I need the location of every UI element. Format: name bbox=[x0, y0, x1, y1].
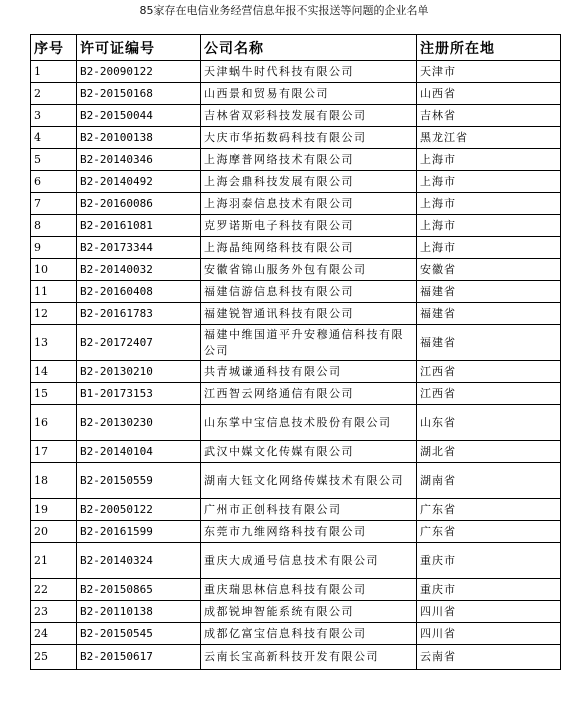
cell-registered-location: 福建省 bbox=[417, 281, 561, 303]
company-list-table bbox=[30, 34, 561, 670]
cell-company-name: 江西智云网络通信有限公司 bbox=[201, 383, 417, 405]
cell-registered-location: 重庆市 bbox=[417, 543, 561, 579]
cell-serial-number: 16 bbox=[31, 405, 77, 441]
cell-registered-location: 安徽省 bbox=[417, 259, 561, 281]
cell-company-name: 武汉中媒文化传媒有限公司 bbox=[201, 441, 417, 463]
cell-company-name: 山东掌中宝信息技术股份有限公司 bbox=[201, 405, 417, 441]
cell-serial-number: 21 bbox=[31, 543, 77, 579]
cell-serial-number: 12 bbox=[31, 303, 77, 325]
table-row bbox=[31, 237, 561, 259]
cell-company-name: 重庆瑞思林信息科技有限公司 bbox=[201, 579, 417, 601]
cell-serial-number: 5 bbox=[31, 149, 77, 171]
cell-serial-number: 24 bbox=[31, 623, 77, 645]
cell-serial-number: 22 bbox=[31, 579, 77, 601]
cell-serial-number: 9 bbox=[31, 237, 77, 259]
cell-registered-location: 吉林省 bbox=[417, 105, 561, 127]
cell-registered-location: 湖北省 bbox=[417, 441, 561, 463]
table-row bbox=[31, 325, 561, 361]
cell-serial-number: 11 bbox=[31, 281, 77, 303]
cell-serial-number: 19 bbox=[31, 499, 77, 521]
table-row bbox=[31, 193, 561, 215]
cell-company-name: 吉林省双彩科技发展有限公司 bbox=[201, 105, 417, 127]
table-row bbox=[31, 61, 561, 83]
cell-registered-location: 重庆市 bbox=[417, 579, 561, 601]
cell-serial-number: 8 bbox=[31, 215, 77, 237]
cell-license-number: B2-20161599 bbox=[77, 521, 201, 543]
cell-registered-location: 广东省 bbox=[417, 521, 561, 543]
cell-registered-location: 天津市 bbox=[417, 61, 561, 83]
cell-license-number: B2-20161081 bbox=[77, 215, 201, 237]
cell-company-name: 广州市正创科技有限公司 bbox=[201, 499, 417, 521]
cell-license-number: B2-20173344 bbox=[77, 237, 201, 259]
cell-license-number: B2-20150168 bbox=[77, 83, 201, 105]
cell-license-number: B2-20161783 bbox=[77, 303, 201, 325]
cell-serial-number: 18 bbox=[31, 463, 77, 499]
table-row bbox=[31, 171, 561, 193]
table-row bbox=[31, 463, 561, 499]
cell-serial-number: 3 bbox=[31, 105, 77, 127]
header-company-name: 公司名称 bbox=[201, 35, 417, 61]
table-row bbox=[31, 521, 561, 543]
cell-serial-number: 4 bbox=[31, 127, 77, 149]
table-row bbox=[31, 361, 561, 383]
cell-company-name: 上海摩普网络技术有限公司 bbox=[201, 149, 417, 171]
table-row bbox=[31, 259, 561, 281]
table-row bbox=[31, 105, 561, 127]
cell-license-number: B2-20050122 bbox=[77, 499, 201, 521]
table-row bbox=[31, 405, 561, 441]
cell-registered-location: 福建省 bbox=[417, 325, 561, 361]
cell-registered-location: 山东省 bbox=[417, 405, 561, 441]
cell-license-number: B2-20150559 bbox=[77, 463, 201, 499]
cell-registered-location: 黑龙江省 bbox=[417, 127, 561, 149]
cell-license-number: B1-20173153 bbox=[77, 383, 201, 405]
cell-company-name: 成都锐坤智能系统有限公司 bbox=[201, 601, 417, 623]
cell-license-number: B2-20140492 bbox=[77, 171, 201, 193]
cell-license-number: B2-20150865 bbox=[77, 579, 201, 601]
cell-registered-location: 四川省 bbox=[417, 601, 561, 623]
cell-license-number: B2-20160408 bbox=[77, 281, 201, 303]
table-row bbox=[31, 281, 561, 303]
cell-company-name: 共青城谦通科技有限公司 bbox=[201, 361, 417, 383]
header-license-number: 许可证编号 bbox=[77, 35, 201, 61]
cell-license-number: B2-20140104 bbox=[77, 441, 201, 463]
cell-company-name: 上海羽泰信息技术有限公司 bbox=[201, 193, 417, 215]
cell-registered-location: 广东省 bbox=[417, 499, 561, 521]
table-row bbox=[31, 127, 561, 149]
cell-company-name: 湖南大钰文化网络传媒技术有限公司 bbox=[201, 463, 417, 499]
cell-company-name: 上海晶纯网络科技有限公司 bbox=[201, 237, 417, 259]
cell-serial-number: 6 bbox=[31, 171, 77, 193]
table-row bbox=[31, 83, 561, 105]
cell-company-name: 安徽省锦山服务外包有限公司 bbox=[201, 259, 417, 281]
cell-serial-number: 17 bbox=[31, 441, 77, 463]
cell-license-number: B2-20110138 bbox=[77, 601, 201, 623]
cell-registered-location: 上海市 bbox=[417, 237, 561, 259]
table-row bbox=[31, 579, 561, 601]
cell-registered-location: 福建省 bbox=[417, 303, 561, 325]
cell-registered-location: 湖南省 bbox=[417, 463, 561, 499]
header-serial-number: 序号 bbox=[31, 35, 77, 61]
table-row bbox=[31, 149, 561, 171]
cell-company-name: 成都亿富宝信息科技有限公司 bbox=[201, 623, 417, 645]
cell-company-name: 山西景和贸易有限公司 bbox=[201, 83, 417, 105]
cell-license-number: B2-20100138 bbox=[77, 127, 201, 149]
document-title: 85家存在电信业务经营信息年报不实报送等问题的企业名单 bbox=[139, 4, 429, 17]
cell-serial-number: 25 bbox=[31, 645, 77, 670]
cell-license-number: B2-20140346 bbox=[77, 149, 201, 171]
table-row bbox=[31, 383, 561, 405]
cell-company-name: 福建锐智通讯科技有限公司 bbox=[201, 303, 417, 325]
table-row bbox=[31, 601, 561, 623]
table-header-row bbox=[31, 35, 561, 61]
table-row bbox=[31, 215, 561, 237]
cell-serial-number: 10 bbox=[31, 259, 77, 281]
table-row bbox=[31, 441, 561, 463]
cell-license-number: B2-20140032 bbox=[77, 259, 201, 281]
table-row bbox=[31, 499, 561, 521]
cell-serial-number: 20 bbox=[31, 521, 77, 543]
cell-registered-location: 江西省 bbox=[417, 383, 561, 405]
cell-company-name: 克罗诺斯电子科技有限公司 bbox=[201, 215, 417, 237]
cell-serial-number: 15 bbox=[31, 383, 77, 405]
header-registered-location: 注册所在地 bbox=[417, 35, 561, 61]
cell-registered-location: 云南省 bbox=[417, 645, 561, 670]
cell-license-number: B2-20130210 bbox=[77, 361, 201, 383]
cell-company-name: 重庆大成通号信息技术有限公司 bbox=[201, 543, 417, 579]
cell-serial-number: 2 bbox=[31, 83, 77, 105]
cell-company-name: 东莞市九维网络科技有限公司 bbox=[201, 521, 417, 543]
cell-registered-location: 上海市 bbox=[417, 171, 561, 193]
cell-license-number: B2-20160086 bbox=[77, 193, 201, 215]
cell-company-name: 福建中维国道平升安穆通信科技有限公司 bbox=[201, 325, 417, 361]
cell-license-number: B2-20150617 bbox=[77, 645, 201, 670]
table-row bbox=[31, 645, 561, 670]
cell-license-number: B2-20140324 bbox=[77, 543, 201, 579]
cell-company-name: 福建信游信息科技有限公司 bbox=[201, 281, 417, 303]
table-row bbox=[31, 623, 561, 645]
cell-company-name: 大庆市华拓数码科技有限公司 bbox=[201, 127, 417, 149]
cell-registered-location: 上海市 bbox=[417, 149, 561, 171]
cell-registered-location: 四川省 bbox=[417, 623, 561, 645]
cell-registered-location: 上海市 bbox=[417, 193, 561, 215]
table-row bbox=[31, 303, 561, 325]
cell-serial-number: 13 bbox=[31, 325, 77, 361]
cell-serial-number: 1 bbox=[31, 61, 77, 83]
cell-registered-location: 山西省 bbox=[417, 83, 561, 105]
cell-license-number: B2-20150545 bbox=[77, 623, 201, 645]
cell-serial-number: 14 bbox=[31, 361, 77, 383]
cell-license-number: B2-20150044 bbox=[77, 105, 201, 127]
cell-serial-number: 23 bbox=[31, 601, 77, 623]
table-row bbox=[31, 543, 561, 579]
cell-company-name: 上海会鼎科技发展有限公司 bbox=[201, 171, 417, 193]
cell-company-name: 天津蜗牛时代科技有限公司 bbox=[201, 61, 417, 83]
cell-registered-location: 江西省 bbox=[417, 361, 561, 383]
cell-license-number: B2-20172407 bbox=[77, 325, 201, 361]
cell-license-number: B2-20090122 bbox=[77, 61, 201, 83]
cell-serial-number: 7 bbox=[31, 193, 77, 215]
cell-license-number: B2-20130230 bbox=[77, 405, 201, 441]
cell-company-name: 云南长宝高新科技开发有限公司 bbox=[201, 645, 417, 670]
cell-registered-location: 上海市 bbox=[417, 215, 561, 237]
